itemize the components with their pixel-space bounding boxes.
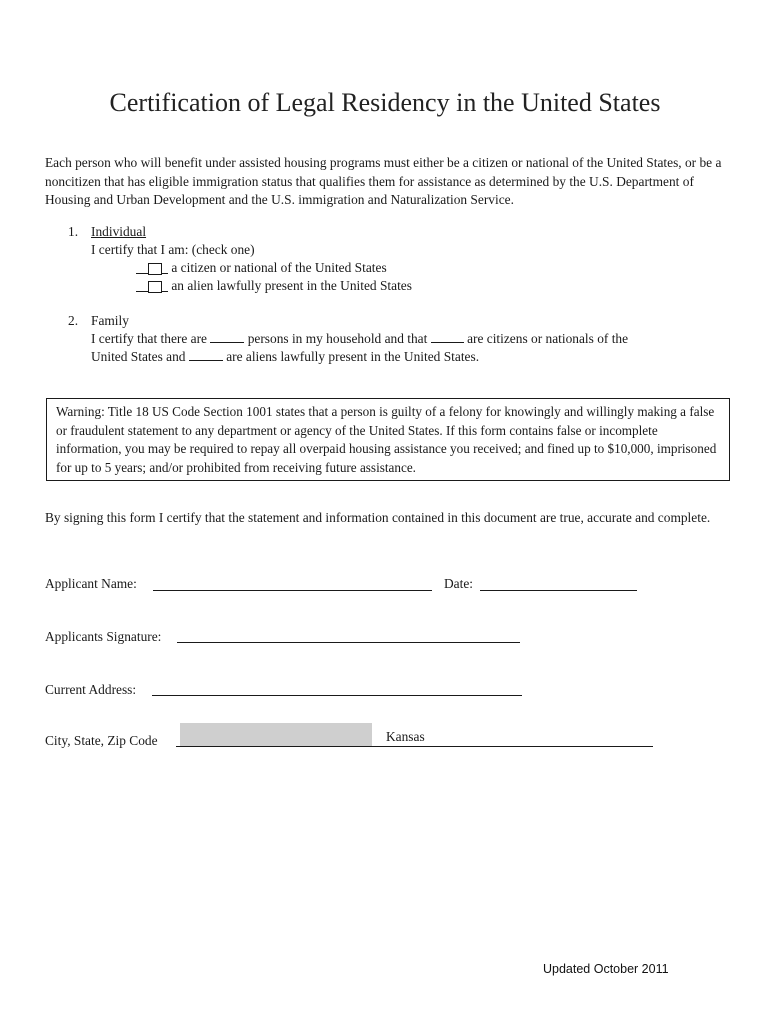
blank-line <box>136 262 148 274</box>
alien-count-blank[interactable] <box>189 348 223 361</box>
warning-text: Warning: Title 18 US Code Section 1001 states that a person is guilty of a felony for knowingly and willingly making a false or fraudulent statement to any department or agency of the United States. If this form contains false or incomplete information, you may be required to repay all overpaid housing assistance you received; and fined up to $10,000, imprisoned for up to 5 years; and/or prohibited from receiving future assistance. <box>56 404 717 475</box>
state-value: Kansas <box>386 729 425 744</box>
alien-checkbox[interactable] <box>148 281 162 293</box>
date-label: Date: <box>444 576 473 591</box>
family-text-5: are aliens lawfully present in the United States. <box>226 349 480 364</box>
blank-line <box>162 262 168 274</box>
citizen-checkbox[interactable] <box>148 263 162 275</box>
city-state-zip-field[interactable] <box>176 746 653 747</box>
family-text-4: United States and <box>91 349 186 364</box>
warning-box <box>46 398 730 481</box>
household-count-blank[interactable] <box>210 330 244 343</box>
signature-label: Applicants Signature: <box>45 629 162 644</box>
family-line-1 <box>91 330 628 348</box>
signature-field[interactable] <box>177 642 520 643</box>
city-state-zip-label: City, State, Zip Code <box>45 733 158 748</box>
section-1-prompt: I certify that I am: (check one) <box>91 242 255 257</box>
option-citizen-label: a citizen or national of the United States <box>171 260 387 275</box>
section-2-heading: Family <box>91 313 129 328</box>
page-title: Certification of Legal Residency in the United States <box>109 88 661 117</box>
redacted-city-area <box>180 723 372 747</box>
address-field[interactable] <box>152 695 522 696</box>
family-text-1: I certify that there are <box>91 331 207 346</box>
certification-statement: By signing this form I certify that the statement and information contained in this document are true, accurate and complete. <box>45 510 711 525</box>
blank-line <box>136 280 148 292</box>
intro-paragraph: Each person who will benefit under assisted housing programs must either be a citizen or national of the United States, or be a noncitizen that has eligible immigration status that qualifies them for assistance as determined by the U.S. Department of Housing and Urban Development and the U.S. immigration and Naturalization Service. <box>45 155 722 207</box>
family-text-3: are citizens or nationals of the <box>467 331 629 346</box>
address-label: Current Address: <box>45 682 137 697</box>
updated-date-footer: Updated October 2011 <box>543 962 669 976</box>
applicant-name-field[interactable] <box>153 590 432 591</box>
section-2-number: 2. <box>68 313 79 328</box>
family-text-2: persons in my household and that <box>247 331 428 346</box>
alien-checkbox-group[interactable] <box>136 279 168 297</box>
family-line-2 <box>91 348 479 366</box>
section-1-heading: Individual <box>91 224 147 239</box>
option-citizen-row <box>136 259 387 279</box>
section-1-number: 1. <box>68 224 79 239</box>
option-alien-label: an alien lawfully present in the United States <box>171 278 412 293</box>
citizen-count-blank[interactable] <box>431 330 464 343</box>
blank-line <box>162 280 168 292</box>
option-alien-row <box>136 277 412 297</box>
applicant-name-label: Applicant Name: <box>45 576 137 591</box>
date-field[interactable] <box>480 590 637 591</box>
